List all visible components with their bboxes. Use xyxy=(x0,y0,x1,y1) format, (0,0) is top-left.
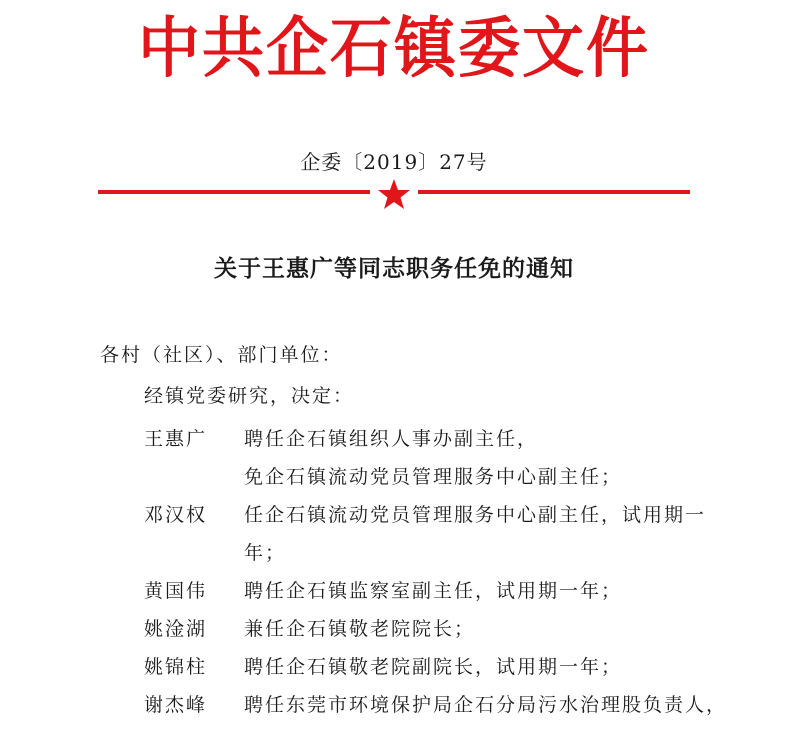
appointment-text: 聘任企石镇组织人事办副主任， xyxy=(244,428,539,450)
salutation: 各村（社区）、部门单位： xyxy=(100,344,343,366)
appointment-text: 任企石镇流动党员管理服务中心副主任，试用期一 xyxy=(244,504,707,526)
appointee-name: 姚淦湖 xyxy=(144,618,208,640)
appointment-text: 年； xyxy=(244,542,287,564)
red-rule-left xyxy=(98,190,370,194)
appointment-item xyxy=(144,572,744,610)
red-star-icon xyxy=(377,177,411,211)
appointment-item xyxy=(144,610,744,648)
appointee-name: 邓汉权 xyxy=(144,504,208,526)
appointment-item xyxy=(144,420,744,496)
appointment-text: 兼任企石镇敬老院院长； xyxy=(244,618,476,640)
red-rule-right xyxy=(418,190,690,194)
appointment-list xyxy=(144,420,744,724)
intro-paragraph: 经镇党委研究，决定： xyxy=(144,385,355,407)
appointee-name: 谢杰峰 xyxy=(144,694,208,716)
appointment-text: 聘任企石镇敬老院副院长，试用期一年； xyxy=(244,656,623,678)
appointment-text: 聘任企石镇监察室副主任，试用期一年； xyxy=(244,580,623,602)
appointment-item xyxy=(144,648,744,686)
appointment-item xyxy=(144,496,744,572)
document-number: 企委〔2019〕27号 xyxy=(300,150,488,174)
appointee-name: 姚锦柱 xyxy=(144,656,208,678)
appointment-item xyxy=(144,686,744,724)
appointment-text: 免企石镇流动党员管理服务中心副主任； xyxy=(244,466,623,488)
appointee-name: 黄国伟 xyxy=(144,580,208,602)
appointment-text: 聘任东莞市环境保护局企石分局污水治理股负责人， xyxy=(244,694,728,716)
appointee-name: 王惠广 xyxy=(144,428,208,450)
document-masthead: 中共企石镇委文件 xyxy=(137,9,650,87)
notice-title: 关于王惠广等同志职务任免的通知 xyxy=(214,255,574,282)
